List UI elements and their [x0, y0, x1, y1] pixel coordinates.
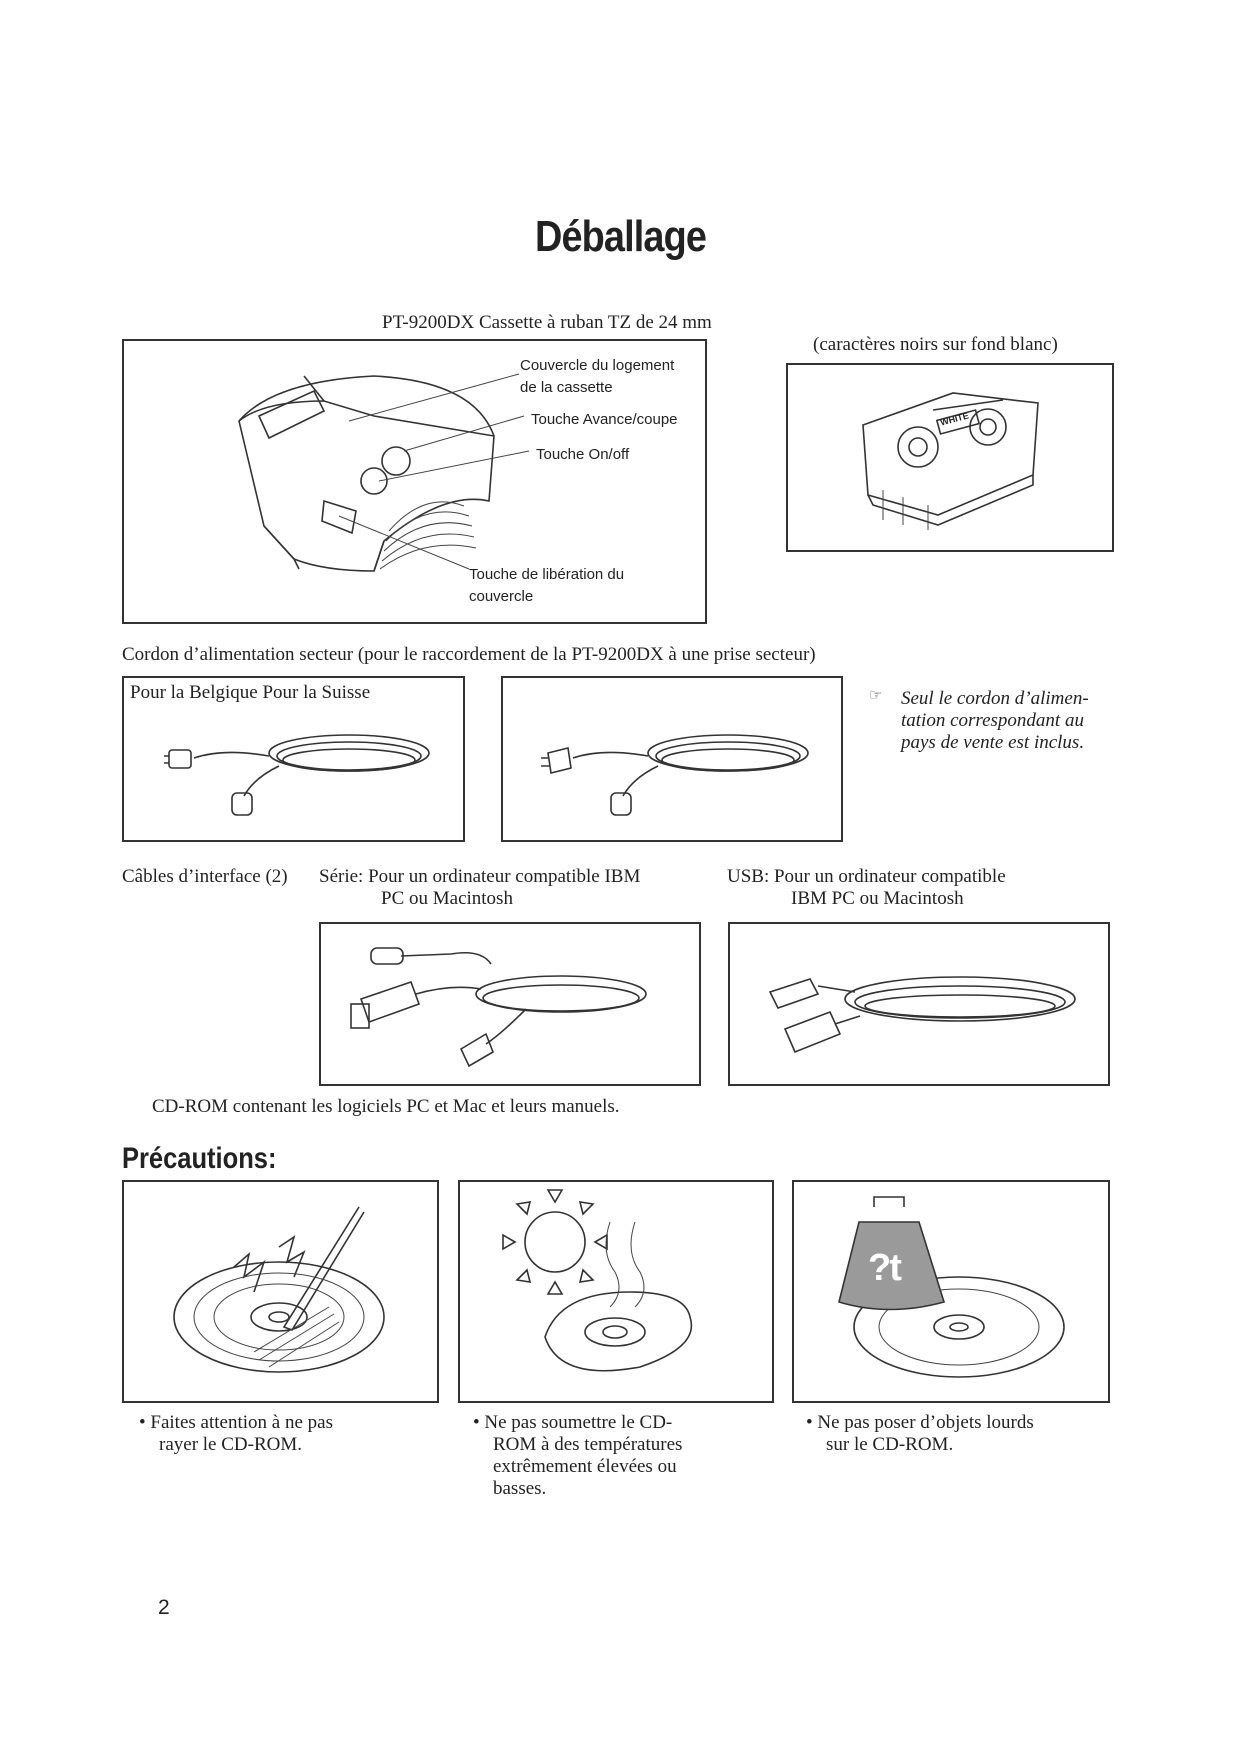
- precaution-1-line2: rayer le CD-ROM.: [159, 1434, 302, 1455]
- cdrom-caption: CD-ROM contenant les logiciels PC et Mac et leurs manuels.: [152, 1096, 620, 1117]
- serial-cable-drawing: [321, 924, 703, 1088]
- power-cord-box-label: Pour la Belgique Pour la Suisse: [130, 682, 371, 703]
- sun-cd-drawing: [460, 1182, 776, 1405]
- weight-label: ?t: [868, 1247, 900, 1289]
- power-cord-note-line1: Seul le cordon d’alimen-: [901, 688, 1089, 709]
- power-cord-belgium-drawing: [124, 678, 467, 844]
- callout-release-line1: Touche de libération du: [469, 566, 625, 583]
- precaution-temperature-box: [458, 1180, 774, 1403]
- hand-pointer-icon: ☞: [869, 688, 883, 704]
- callout-cover-line1: Couvercle du logement: [520, 357, 675, 374]
- page-title: Déballage: [534, 212, 707, 261]
- serial-description-line1: Série: Pour un ordinateur compatible IBM: [319, 866, 641, 887]
- precaution-2-line2: ROM à des températures: [493, 1434, 683, 1455]
- callout-cover-line2: de la cassette: [520, 379, 613, 396]
- power-cord-switzerland-box: [501, 676, 843, 842]
- precaution-1-line1: • Faites attention à ne pas: [139, 1412, 333, 1433]
- callout-feed-button: Touche Avance/coupe: [531, 411, 678, 428]
- precaution-2-line4: basses.: [493, 1478, 547, 1499]
- callout-release-line2: couvercle: [469, 588, 534, 605]
- power-cord-belgium-box: [122, 676, 465, 842]
- precaution-3-line2: sur le CD-ROM.: [826, 1434, 954, 1455]
- interface-caption: Câbles d’interface (2): [122, 866, 288, 887]
- usb-description-line1: USB: Pour un ordinateur compatible: [727, 866, 1006, 887]
- cassette-caption: (caractères noirs sur fond blanc): [813, 334, 1058, 355]
- power-cord-note-line3: pays de vente est inclus.: [901, 732, 1085, 753]
- cassette-illustration-box: [786, 363, 1114, 552]
- serial-cable-box: [319, 922, 701, 1086]
- power-cord-caption: Cordon d’alimentation secteur (pour le raccordement de la PT-9200DX à une prise secteur): [122, 644, 816, 665]
- printer-caption: PT-9200DX Cassette à ruban TZ de 24 mm: [382, 312, 712, 333]
- power-cord-note-line2: tation correspondant au: [901, 710, 1084, 731]
- precaution-3-line1: • Ne pas poser d’objets lourds: [806, 1412, 1034, 1433]
- printer-illustration-box: [122, 339, 707, 624]
- weight-cd-drawing: [794, 1182, 1112, 1405]
- callout-onoff-button: Touche On/off: [536, 446, 630, 463]
- usb-description-line2: IBM PC ou Macintosh: [791, 888, 964, 909]
- cassette-tape-label: WHITE: [939, 410, 970, 428]
- precaution-scratch-box: [122, 1180, 439, 1403]
- usb-cable-drawing: [730, 924, 1112, 1088]
- precaution-2-line1: • Ne pas soumettre le CD-: [473, 1412, 673, 1433]
- precaution-weight-box: [792, 1180, 1110, 1403]
- scratch-cd-drawing: [124, 1182, 441, 1405]
- usb-cable-box: [728, 922, 1110, 1086]
- precautions-heading: Précautions:: [122, 1142, 277, 1175]
- cassette-drawing: [788, 365, 1116, 554]
- precaution-2-line3: extrêmement élevées ou: [493, 1456, 677, 1477]
- page-number: 2: [158, 1596, 170, 1619]
- serial-description-line2: PC ou Macintosh: [381, 888, 513, 909]
- power-cord-switzerland-drawing: [503, 678, 845, 844]
